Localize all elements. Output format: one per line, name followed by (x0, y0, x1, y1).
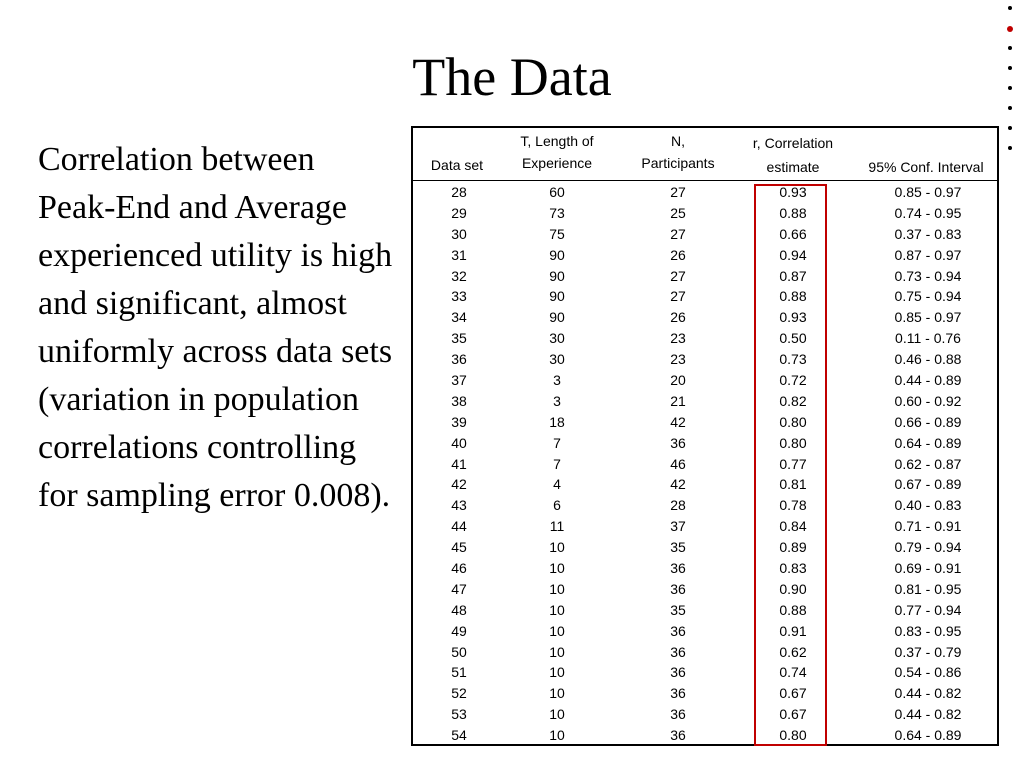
cell-participants: 26 (670, 246, 686, 263)
cell-dataset: 41 (451, 455, 467, 472)
cell-length: 6 (553, 497, 561, 514)
slide-title: The Data (412, 47, 612, 107)
cell-length: 90 (549, 267, 565, 284)
cell-conf-interval: 0.44 - 0.82 (894, 706, 962, 723)
cell-correlation: 0.93 (779, 184, 807, 200)
cell-dataset: 52 (451, 685, 467, 702)
cell-correlation: 0.62 (779, 643, 807, 660)
cell-participants: 42 (670, 413, 686, 430)
cell-conf-interval: 0.73 - 0.94 (894, 267, 962, 284)
cell-length: 7 (553, 434, 561, 451)
cell-participants: 36 (670, 727, 686, 744)
table-row (413, 307, 997, 328)
cell-conf-interval: 0.87 - 0.97 (894, 246, 962, 263)
cell-dataset: 29 (451, 204, 467, 221)
cell-dataset: 42 (451, 476, 467, 493)
cell-conf-interval: 0.40 - 0.83 (894, 497, 962, 514)
cell-correlation: 0.78 (779, 497, 807, 514)
cell-length: 10 (549, 560, 565, 577)
cell-dataset: 38 (451, 392, 467, 409)
cell-participants: 28 (670, 497, 686, 514)
cell-conf-interval: 0.11 - 0.76 (895, 330, 961, 347)
cell-conf-interval: 0.37 - 0.79 (894, 643, 962, 660)
cell-participants: 27 (670, 288, 686, 305)
cell-correlation: 0.82 (779, 392, 807, 409)
cell-participants: 23 (670, 330, 686, 347)
cell-conf-interval: 0.60 - 0.92 (894, 392, 962, 409)
cell-participants: 21 (670, 392, 686, 409)
cell-dataset: 51 (451, 664, 467, 681)
cell-dataset: 53 (451, 706, 467, 723)
cell-length: 60 (549, 184, 565, 200)
cell-participants: 46 (670, 455, 686, 472)
cell-dataset: 32 (451, 267, 467, 284)
cell-length: 75 (549, 225, 565, 242)
header-participants-line2: Participants (641, 155, 715, 171)
cell-correlation: 0.77 (779, 455, 807, 472)
cell-conf-interval: 0.64 - 0.89 (894, 434, 962, 451)
table-row (413, 224, 997, 245)
cell-length: 11 (549, 518, 565, 535)
cell-participants: 20 (670, 372, 686, 389)
cell-dataset: 40 (451, 434, 467, 451)
table-row (413, 433, 997, 454)
cell-correlation: 0.94 (779, 246, 807, 263)
table-row (413, 286, 997, 307)
header-conf-interval: 95% Conf. Interval (868, 159, 984, 175)
cell-participants: 27 (670, 267, 686, 284)
cell-length: 3 (553, 372, 561, 389)
table-row (413, 349, 997, 370)
table-row (413, 370, 997, 391)
table-row (413, 328, 997, 349)
cell-participants: 23 (670, 351, 686, 368)
table-row (413, 266, 997, 287)
header-participants-line1: N, (671, 133, 685, 149)
cell-conf-interval: 0.71 - 0.91 (894, 518, 962, 535)
nav-dot[interactable] (1008, 6, 1012, 10)
cell-dataset: 54 (451, 727, 467, 744)
cell-correlation: 0.80 (779, 413, 807, 430)
table-row (413, 182, 997, 203)
table-row (413, 454, 997, 475)
cell-length: 10 (549, 664, 565, 681)
cell-conf-interval: 0.67 - 0.89 (894, 476, 962, 493)
cell-conf-interval: 0.83 - 0.95 (894, 622, 962, 639)
cell-participants: 35 (670, 601, 686, 618)
table-row (413, 245, 997, 266)
correlation-highlight-box (754, 184, 827, 746)
cell-conf-interval: 0.64 - 0.89 (894, 727, 962, 744)
header-length-line2: Experience (521, 155, 593, 171)
cell-participants: 25 (670, 204, 686, 221)
cell-participants: 27 (670, 184, 686, 200)
table-row (413, 579, 997, 600)
cell-conf-interval: 0.62 - 0.87 (894, 455, 962, 472)
cell-length: 10 (549, 685, 565, 702)
cell-correlation: 0.81 (779, 476, 807, 493)
table-row (413, 537, 997, 558)
nav-dot[interactable] (1008, 106, 1012, 110)
cell-length: 10 (549, 580, 565, 597)
cell-participants: 36 (670, 664, 686, 681)
cell-correlation: 0.88 (779, 204, 807, 221)
cell-dataset: 49 (451, 622, 467, 639)
cell-length: 90 (549, 288, 565, 305)
nav-dot[interactable] (1007, 26, 1013, 32)
cell-participants: 36 (670, 560, 686, 577)
body-text: Correlation between Peak-End and Average experienced utility is high and significant, almost uniformly across data sets (variation in population correlations controlling for sampling error 0.008). (38, 141, 393, 514)
table-row (413, 725, 997, 746)
cell-length: 10 (549, 539, 565, 556)
cell-dataset: 45 (451, 539, 467, 556)
nav-dot[interactable] (1008, 126, 1012, 130)
cell-correlation: 0.83 (779, 560, 807, 577)
cell-correlation: 0.89 (779, 539, 807, 556)
cell-dataset: 28 (451, 184, 467, 200)
table-row (413, 558, 997, 579)
cell-length: 4 (553, 476, 561, 493)
cell-dataset: 47 (451, 580, 467, 597)
table-row (413, 704, 997, 725)
cell-correlation: 0.88 (779, 288, 807, 305)
cell-correlation: 0.91 (779, 622, 807, 639)
cell-correlation: 0.88 (779, 601, 807, 618)
cell-conf-interval: 0.74 - 0.95 (894, 204, 962, 221)
cell-participants: 36 (670, 706, 686, 723)
table-row (413, 516, 997, 537)
cell-participants: 26 (670, 309, 686, 326)
header-length-line1: T, Length of (520, 133, 594, 149)
cell-dataset: 37 (451, 372, 467, 389)
header-correlation-line2: estimate (766, 159, 820, 175)
cell-conf-interval: 0.79 - 0.94 (894, 539, 962, 556)
cell-correlation: 0.93 (779, 309, 807, 326)
cell-dataset: 39 (451, 413, 467, 430)
cell-dataset: 35 (451, 330, 467, 347)
cell-conf-interval: 0.75 - 0.94 (894, 288, 962, 305)
cell-conf-interval: 0.66 - 0.89 (894, 413, 962, 430)
cell-conf-interval: 0.46 - 0.88 (894, 351, 962, 368)
cell-length: 10 (549, 727, 565, 744)
cell-correlation: 0.84 (779, 518, 807, 535)
cell-length: 10 (549, 643, 565, 660)
cell-participants: 36 (670, 643, 686, 660)
nav-dot[interactable] (1008, 46, 1012, 50)
cell-correlation: 0.80 (779, 727, 807, 744)
cell-length: 73 (549, 204, 565, 221)
cell-dataset: 30 (451, 225, 467, 242)
cell-length: 7 (553, 455, 561, 472)
table-row (413, 621, 997, 642)
cell-participants: 35 (670, 539, 686, 556)
cell-length: 10 (549, 622, 565, 639)
table-row (413, 600, 997, 621)
cell-length: 30 (549, 351, 565, 368)
cell-length: 10 (549, 601, 565, 618)
cell-participants: 36 (670, 580, 686, 597)
cell-participants: 36 (670, 685, 686, 702)
cell-correlation: 0.73 (779, 351, 807, 368)
table-row (413, 642, 997, 663)
cell-correlation: 0.50 (779, 330, 807, 347)
cell-correlation: 0.67 (779, 685, 807, 702)
cell-correlation: 0.67 (779, 706, 807, 723)
table-row (413, 495, 997, 516)
cell-participants: 36 (670, 434, 686, 451)
cell-participants: 36 (670, 622, 686, 639)
cell-conf-interval: 0.37 - 0.83 (894, 225, 962, 242)
nav-dot[interactable] (1008, 146, 1012, 150)
cell-length: 18 (549, 413, 565, 430)
cell-conf-interval: 0.85 - 0.97 (894, 309, 962, 326)
cell-length: 90 (549, 309, 565, 326)
cell-dataset: 50 (451, 643, 467, 660)
cell-dataset: 43 (451, 497, 467, 514)
table-body (413, 182, 997, 746)
cell-participants: 42 (670, 476, 686, 493)
cell-dataset: 48 (451, 601, 467, 618)
header-correlation-line1: r, Correlation (752, 135, 834, 151)
nav-dot[interactable] (1008, 86, 1012, 90)
cell-dataset: 33 (451, 288, 467, 305)
data-table (411, 126, 999, 746)
cell-conf-interval: 0.85 - 0.97 (894, 184, 962, 200)
cell-length: 10 (549, 706, 565, 723)
cell-conf-interval: 0.44 - 0.82 (894, 685, 962, 702)
cell-correlation: 0.80 (779, 434, 807, 451)
cell-correlation: 0.66 (779, 225, 807, 242)
cell-participants: 37 (670, 518, 686, 535)
cell-length: 30 (549, 330, 565, 347)
cell-conf-interval: 0.44 - 0.89 (894, 372, 962, 389)
cell-dataset: 36 (451, 351, 467, 368)
cell-dataset: 34 (451, 309, 467, 326)
table-row (413, 683, 997, 704)
cell-conf-interval: 0.81 - 0.95 (894, 580, 962, 597)
table-row (413, 474, 997, 495)
header-divider (413, 180, 997, 181)
cell-length: 90 (549, 246, 565, 263)
cell-correlation: 0.90 (779, 580, 807, 597)
cell-dataset: 31 (451, 246, 467, 263)
cell-conf-interval: 0.69 - 0.91 (894, 560, 962, 577)
cell-correlation: 0.74 (779, 664, 807, 681)
cell-dataset: 46 (451, 560, 467, 577)
table-row (413, 391, 997, 412)
cell-participants: 27 (670, 225, 686, 242)
table-row (413, 412, 997, 433)
cell-dataset: 44 (451, 518, 467, 535)
table-row (413, 662, 997, 683)
header-dataset: Data set (430, 157, 484, 173)
cell-length: 3 (553, 392, 561, 409)
cell-correlation: 0.87 (779, 267, 807, 284)
cell-conf-interval: 0.77 - 0.94 (894, 601, 962, 618)
nav-dot[interactable] (1008, 66, 1012, 70)
table-header (413, 128, 997, 180)
cell-correlation: 0.72 (779, 372, 807, 389)
table-row (413, 203, 997, 224)
slide-nav-dots[interactable] (1006, 6, 1016, 166)
cell-conf-interval: 0.54 - 0.86 (894, 664, 962, 681)
